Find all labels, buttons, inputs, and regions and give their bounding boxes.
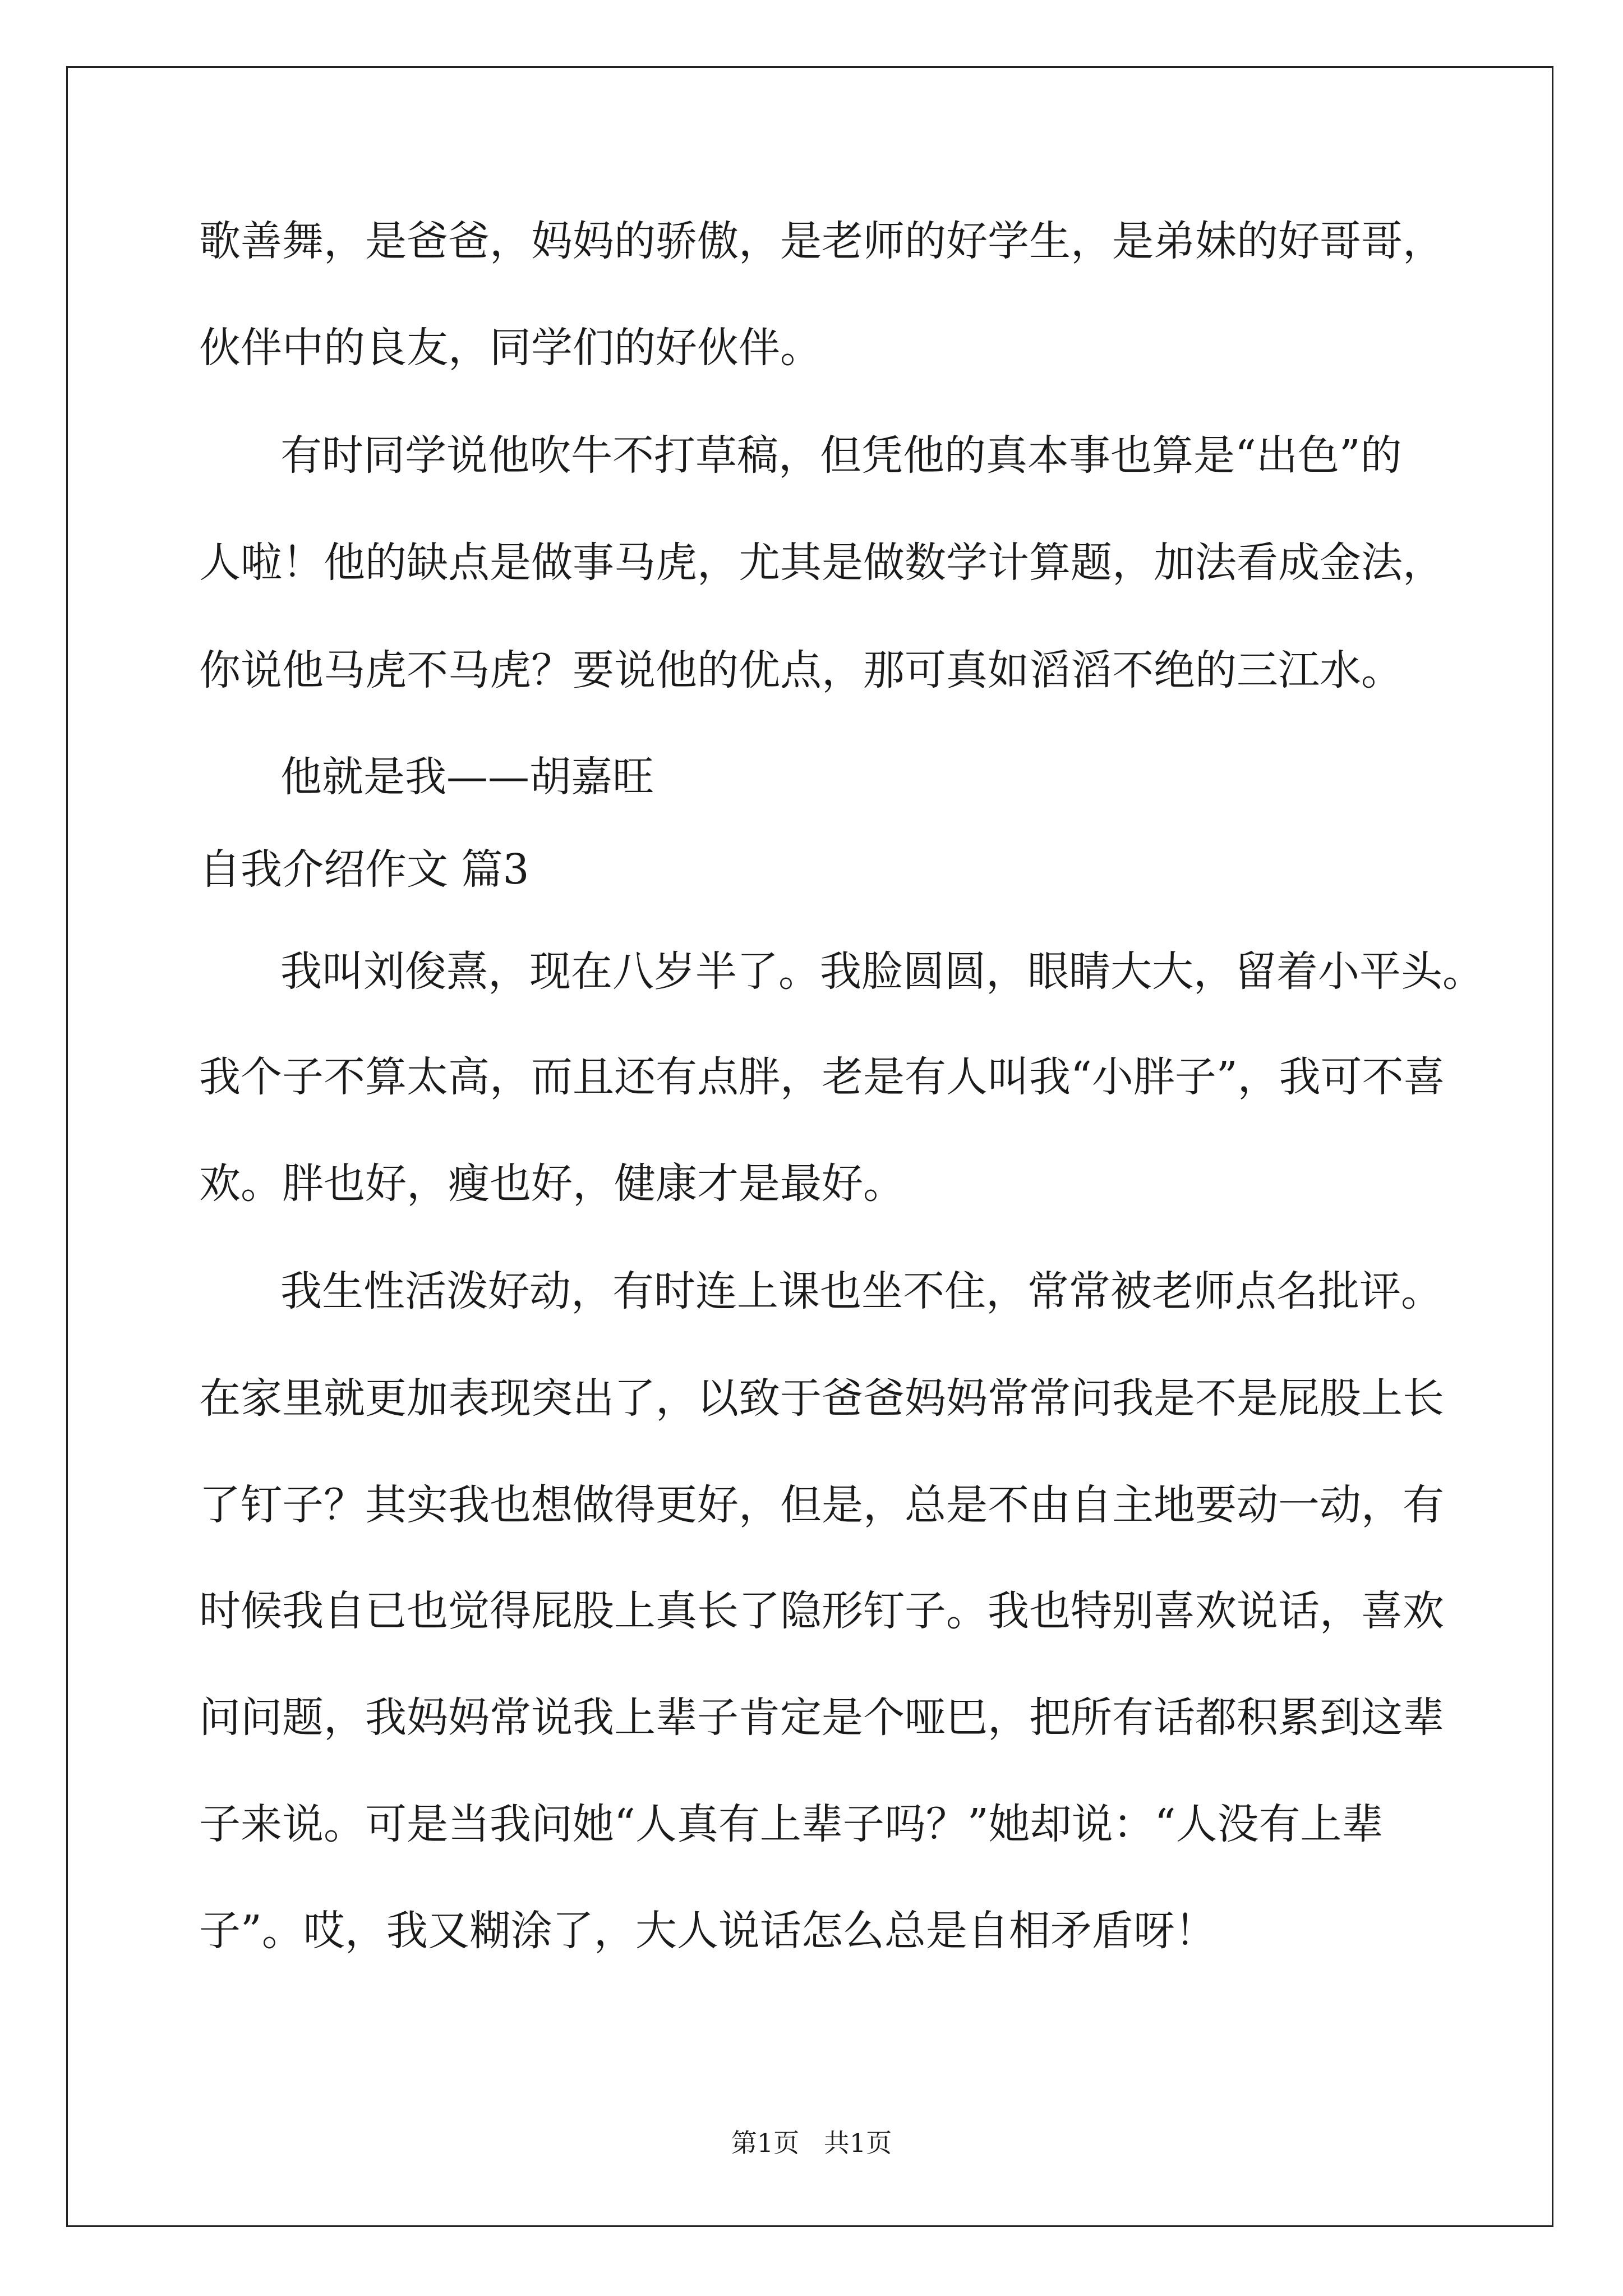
text-line: 子来说。可是当我问她“人真有上辈子吗？”她却说：“人没有上辈 bbox=[199, 1800, 1384, 1848]
page-number-footer: 第1页 共1页 bbox=[731, 2128, 892, 2158]
text-line: 欢。胖也好，瘦也好，健康才是最好。 bbox=[199, 1159, 905, 1208]
text-line: 在家里就更加表现突出了，以致于爸爸妈妈常常问我是不是屁股上长 bbox=[199, 1374, 1444, 1423]
text-line: 了钉子？其实我也想做得更好，但是，总是不由自主地要动一动，有 bbox=[199, 1481, 1444, 1529]
text-line: 人啦！他的缺点是做事马虎，尤其是做数学计算题，加法看成金法， bbox=[199, 539, 1444, 587]
text-line: 问问题，我妈妈常说我上辈子肯定是个哑巴，把所有话都积累到这辈 bbox=[199, 1694, 1444, 1742]
signature-line: 他就是我——胡嘉旺 bbox=[280, 753, 654, 801]
text-line: 子”。哎，我又糊涂了，大人说话怎么总是自相矛盾呀！ bbox=[199, 1907, 1216, 1955]
text-line: 歌善舞，是爸爸，妈妈的骄傲，是老师的好学生，是弟妹的好哥哥， bbox=[199, 217, 1444, 265]
paragraph-start-line: 我生性活泼好动，有时连上课也坐不住，常常被老师点名批评。 bbox=[280, 1267, 1442, 1315]
section-heading: 自我介绍作文 篇3 bbox=[199, 845, 529, 894]
paragraph-start-line: 有时同学说他吹牛不打草稿，但凭他的真本事也算是“出色”的 bbox=[280, 431, 1402, 480]
text-line: 你说他马虎不马虎？要说他的优点，那可真如滔滔不绝的三江水。 bbox=[199, 646, 1403, 694]
text-line: 我个子不算太高，而且还有点胖，老是有人叫我“小胖子”，我可不喜 bbox=[199, 1053, 1445, 1101]
text-line: 伙伴中的良友，同学们的好伙伴。 bbox=[199, 324, 822, 372]
paragraph-start-line: 我叫刘俊熹，现在八岁半了。我脸圆圆，眼睛大大，留着小平头。 bbox=[280, 947, 1484, 996]
page-border bbox=[66, 66, 1553, 2227]
text-line: 时候我自已也觉得屁股上真长了隐形钉子。我也特别喜欢说话，喜欢 bbox=[199, 1587, 1444, 1635]
